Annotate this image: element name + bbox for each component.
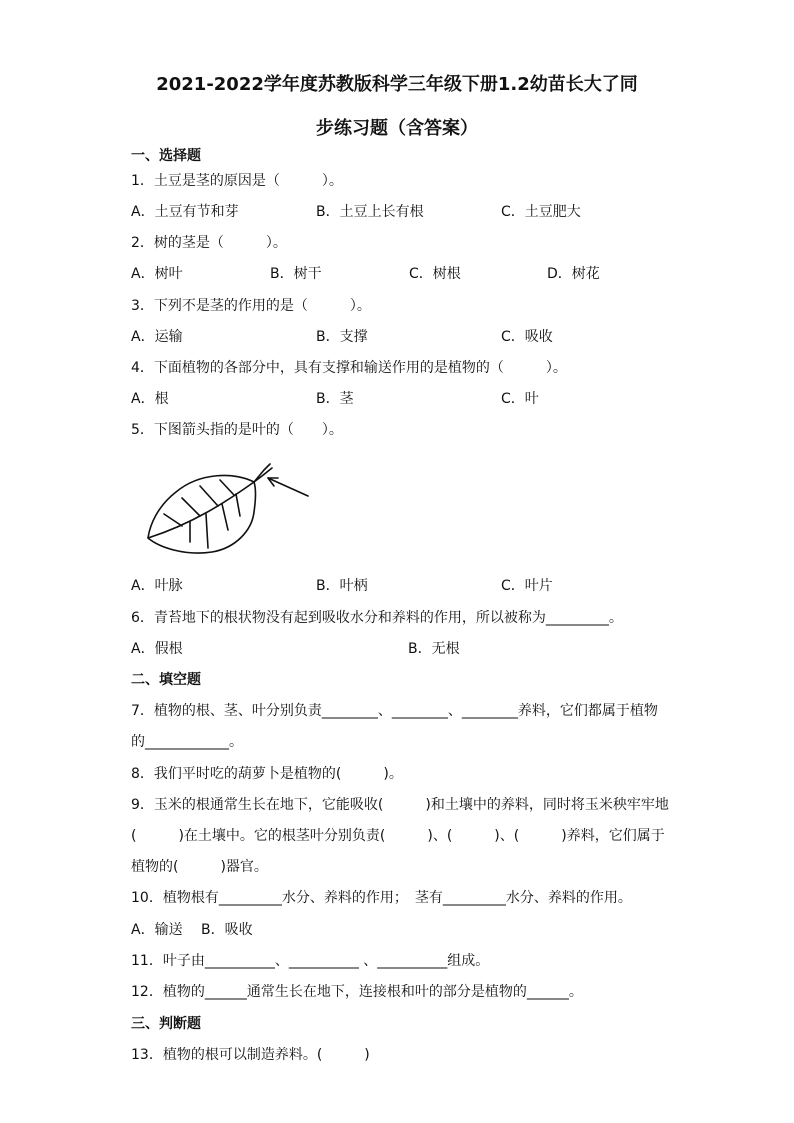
leaf-vein: [222, 504, 228, 530]
q4-option-b: B．茎: [316, 391, 354, 407]
leaf-diagram: [140, 458, 320, 562]
question-7-line-2: 的____________。: [131, 734, 243, 750]
q10-options: A．输送 B．吸收: [131, 922, 253, 938]
q1-option-a: A．土豆有节和芽: [131, 204, 239, 220]
question-3: 3．下列不是茎的作用的是（ ）。: [131, 298, 371, 314]
question-9-line-2: ( )在土壤中。它的根茎叶分别负责( )、( )、( )养料，它们属于: [131, 828, 665, 844]
q3-option-c: C．吸收: [501, 329, 553, 345]
leaf-vein: [206, 514, 208, 548]
leaf-vein: [236, 494, 240, 516]
question-11: 11．叶子由__________、__________ 、__________组成。: [131, 953, 490, 969]
leaf-vein: [164, 514, 182, 526]
question-12: 12．植物的______通常生长在地下，连接根和叶的部分是植物的______。: [131, 984, 583, 1000]
q2-option-d: D．树花: [547, 266, 600, 282]
q2-option-a: A．树叶: [131, 266, 183, 282]
question-6: 6．青苔地下的根状物没有起到吸收水分和养料的作用，所以被称为_________。: [131, 610, 623, 626]
question-7-line-1: 7．植物的根、茎、叶分别负责________、________、________养料，它们都属于植物: [131, 703, 658, 719]
q3-option-a: A．运输: [131, 329, 183, 345]
q5-option-b: B．叶柄: [316, 578, 368, 594]
question-5: 5．下图箭头指的是叶的（ ）。: [131, 422, 343, 438]
q2-option-b: B．树干: [270, 266, 322, 282]
question-4: 4．下面植物的各部分中，具有支撑和输送作用的是植物的（ ）。: [131, 360, 567, 376]
question-13: 13．植物的根可以制造养料。( ): [131, 1047, 370, 1063]
q5-option-a: A．叶脉: [131, 578, 183, 594]
leaf-vein: [182, 498, 200, 516]
leaf-vein: [200, 486, 218, 506]
q3-option-b: B．支撑: [316, 329, 368, 345]
q2-option-c: C．树根: [409, 266, 461, 282]
question-9-line-3: 植物的( )器官。: [131, 859, 268, 875]
section-fill-in: 二、填空题: [131, 672, 201, 688]
q1-option-b: B．土豆上长有根: [316, 204, 424, 220]
question-2: 2．树的茎是（ ）。: [131, 235, 287, 251]
q6-option-b: B．无根: [408, 641, 460, 657]
arrow-line: [268, 478, 308, 496]
question-10: 10．植物根有_________水分、养料的作用； 茎有_________水分、养料的作用。: [131, 890, 632, 906]
q4-option-a: A．根: [131, 391, 169, 407]
q6-option-a: A．假根: [131, 641, 183, 657]
section-true-false: 三、判断题: [131, 1016, 201, 1032]
q4-option-c: C．叶: [501, 391, 539, 407]
question-1: 1．土豆是茎的原因是（ ）。: [131, 173, 343, 189]
q5-option-c: C．叶片: [501, 578, 553, 594]
question-8: 8．我们平时吃的葫萝卜是植物的( )。: [131, 766, 403, 782]
title-line-2: 步练习题（含答案）: [316, 118, 478, 139]
section-choice: 一、选择题: [131, 148, 201, 164]
q1-option-c: C．土豆肥大: [501, 204, 581, 220]
title-line-1: 2021-2022学年度苏教版科学三年级下册1.2幼苗长大了同: [156, 74, 638, 95]
question-9-line-1: 9．玉米的根通常生长在地下，它能吸收( )和土壤中的养料，同时将玉米秧牢牢地: [131, 797, 669, 813]
leaf-vein: [220, 480, 234, 495]
